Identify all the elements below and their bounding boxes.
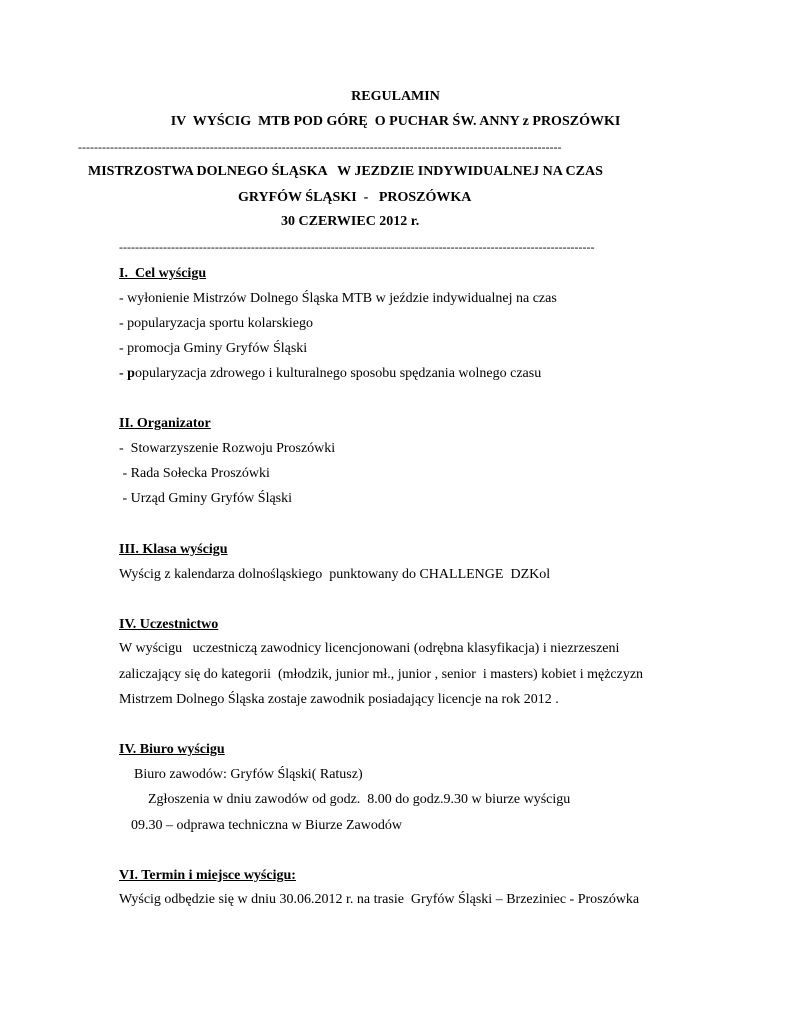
section-heading-venue: VI. Termin i miejsce wyścigu: <box>119 868 296 883</box>
office-line: Zgłoszenia w dniu zawodów od godz. 8.00 do godz.9.30 w biurze wyścigu <box>148 792 571 807</box>
office-line: 09.30 – odprawa techniczna w Biurze Zawodów <box>131 818 402 833</box>
organizer-item: - Stowarzyszenie Rozwoju Proszówki <box>119 441 336 456</box>
participation-line: W wyścigu uczestniczą zawodnicy licencjonowani (odrębna klasyfikacja) i niezrzeszeni <box>119 641 620 656</box>
goal-item-prefix: - p <box>119 366 135 381</box>
goal-item: - promocja Gminy Gryfów Śląski <box>119 341 308 356</box>
goal-item-text: opularyzacja zdrowego i kulturalnego sposobu spędzania wolnego czasu <box>134 366 542 381</box>
section-heading-participation: IV. Uczestnictwo <box>119 617 219 632</box>
venue-text: Wyścig odbędzie się w dniu 30.06.2012 r. na trasie Gryfów Śląski – Brzeziniec - Proszówka <box>119 892 640 907</box>
separator-bottom: ----------------------------------------------------------------------------------------------------------------------- <box>119 240 595 254</box>
participation-line: zaliczający się do kategorii (młodzik, junior mł., junior , senior i masters) kobiet i mężczyzn <box>119 667 644 682</box>
separator-top: ------------------------------------------------------------------------------------------------------------------------- <box>78 140 562 154</box>
championship-title: MISTRZOSTWA DOLNEGO ŚLĄSKA W JEZDZIE INDYWIDUALNEJ NA CZAS <box>88 164 603 179</box>
section-heading-goal: I. Cel wyścigu <box>119 266 207 281</box>
section-heading-office: IV. Biuro wyścigu <box>119 742 225 757</box>
goal-item <box>119 365 541 383</box>
organizer-item: - Rada Sołecka Proszówki <box>119 466 270 481</box>
section-heading-class: III. Klasa wyścigu <box>119 542 228 557</box>
participation-line: Mistrzem Dolnego Śląska zostaje zawodnik posiadający licencje na rok 2012 . <box>119 692 559 707</box>
office-line: Biuro zawodów: Gryfów Śląski( Ratusz) <box>134 767 363 782</box>
route-title: GRYFÓW ŚLĄSKI - PROSZÓWKA <box>238 190 472 205</box>
document-subtitle: IV WYŚCIG MTB POD GÓRĘ O PUCHAR ŚW. ANNY z PROSZÓWKI <box>170 114 621 129</box>
goal-item: - wyłonienie Mistrzów Dolnego Śląska MTB w jeździe indywidualnej na czas <box>119 291 557 306</box>
goal-item: - popularyzacja sportu kolarskiego <box>119 316 313 331</box>
event-date: 30 CZERWIEC 2012 r. <box>281 214 420 229</box>
section-heading-organizer: II. Organizator <box>119 416 211 431</box>
document-title: REGULAMIN <box>351 89 440 104</box>
organizer-item: - Urząd Gminy Gryfów Śląski <box>119 491 293 506</box>
class-text: Wyścig z kalendarza dolnośląskiego punktowany do CHALLENGE DZKol <box>119 567 551 582</box>
